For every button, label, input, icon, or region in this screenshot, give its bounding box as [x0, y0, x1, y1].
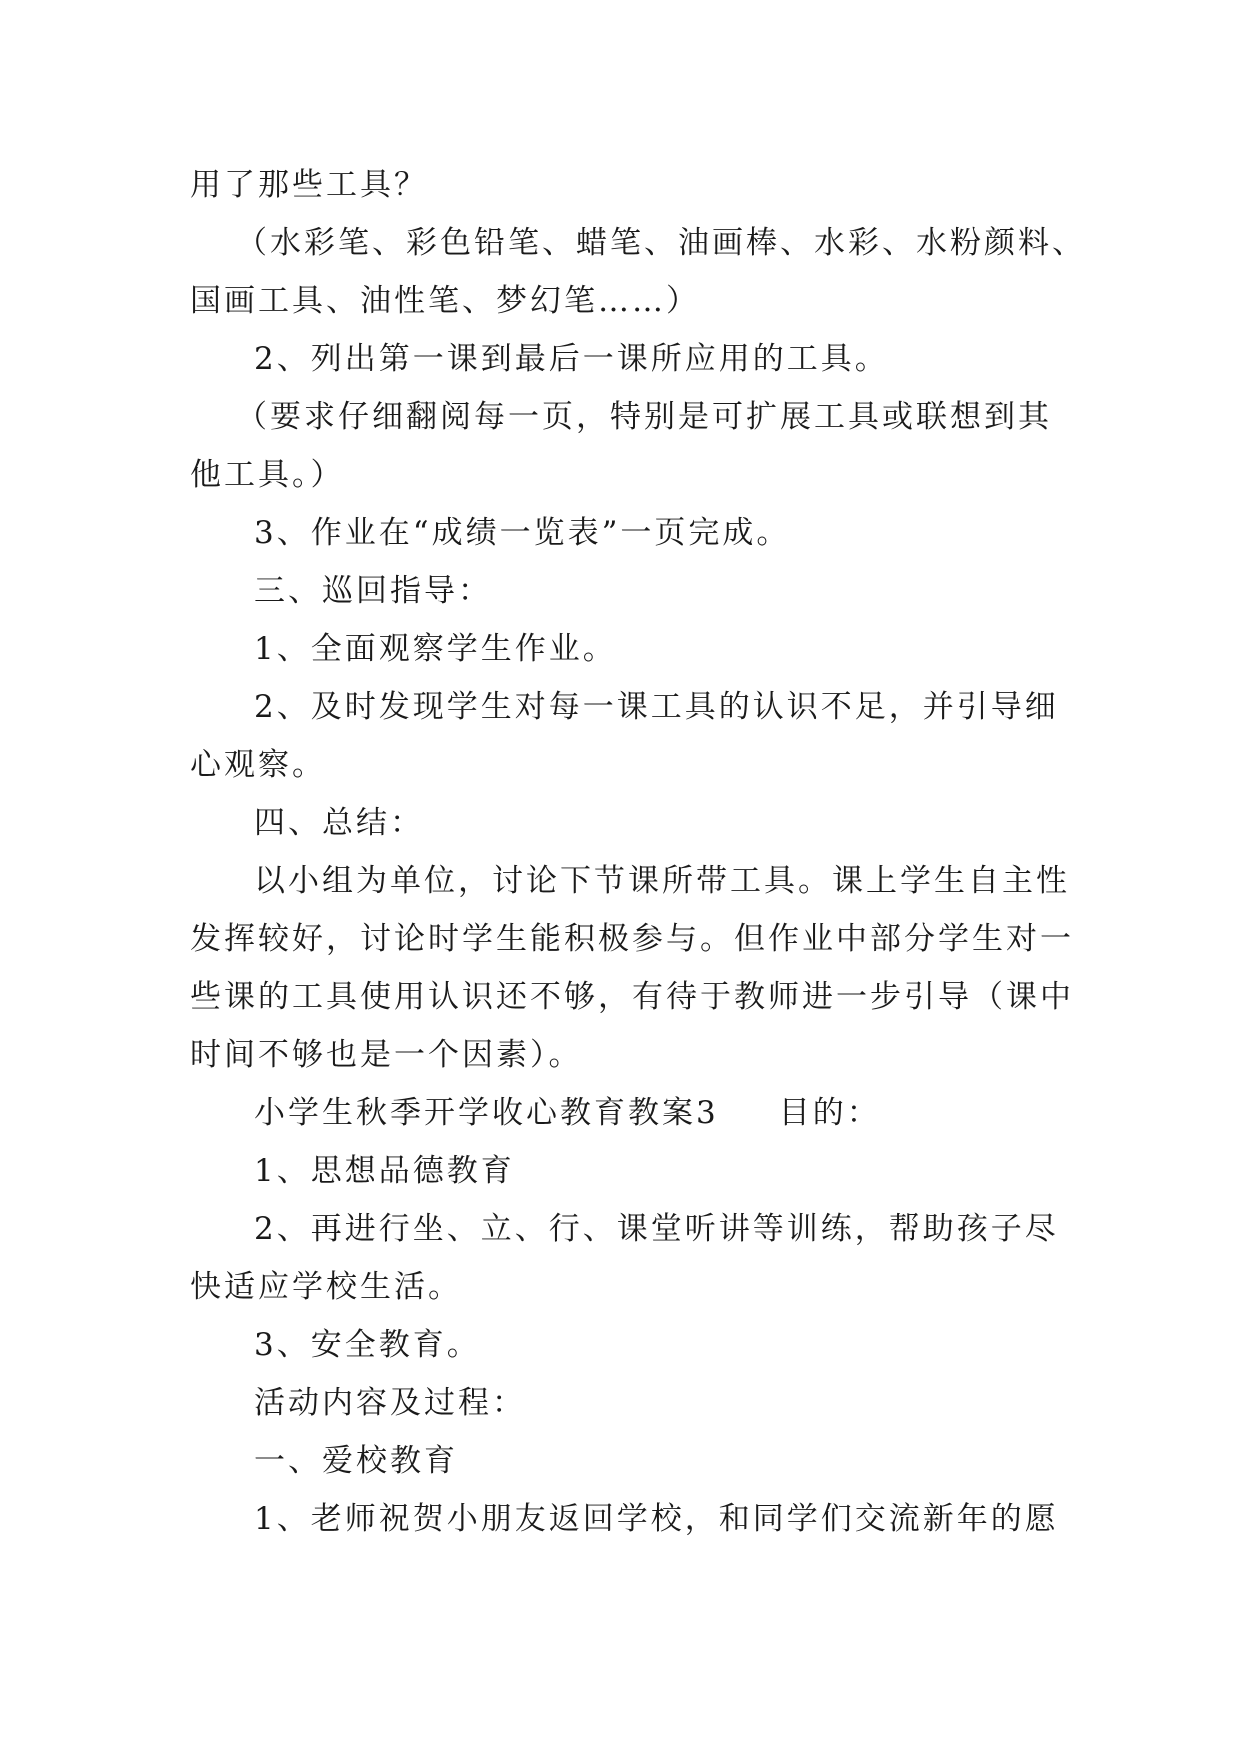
text-line: 1、老师祝贺小朋友返回学校，和同学们交流新年的愿 [254, 1501, 1059, 1537]
text-line: （要求仔细翻阅每一页，特别是可扩展工具或联想到其 [236, 399, 1052, 435]
section-heading: 活动内容及过程： [254, 1385, 526, 1421]
text-line: 2、及时发现学生对每一课工具的认识不足，并引导细 [254, 689, 1059, 725]
text-line: 些课的工具使用认识还不够，有待于教师进一步引导（课中 [190, 979, 1074, 1015]
text-line: 以小组为单位，讨论下节课所带工具。课上学生自主性 [254, 863, 1070, 899]
text-line: 1、全面观察学生作业。 [254, 631, 617, 667]
text-line: 他工具。） [190, 457, 345, 493]
text-line: 快适应学校生活。 [190, 1269, 462, 1305]
text-line: 时间不够也是一个因素）。 [190, 1037, 583, 1073]
text-line: 用了那些工具？ [190, 167, 428, 203]
section-heading: 一、爱校教育 [254, 1443, 458, 1479]
section-heading: 三、巡回指导： [254, 573, 492, 609]
text-line: 3、作业在“成绩一览表”一页完成。 [254, 515, 791, 551]
text-line: 心观察。 [190, 747, 326, 783]
text-line: 3、安全教育。 [254, 1327, 481, 1363]
document-body [190, 156, 1086, 1548]
text-line: 2、列出第一课到最后一课所应用的工具。 [254, 341, 889, 377]
lesson-title: 小学生秋季开学收心教育教案3 [254, 1095, 719, 1131]
text-line: 国画工具、油性笔、梦幻笔……） [190, 283, 700, 319]
objective-label: 目的： [778, 1095, 881, 1131]
text-line: 发挥较好，讨论时学生能积极参与。但作业中部分学生对一 [190, 921, 1074, 957]
text-line: 2、再进行坐、立、行、课堂听讲等训练，帮助孩子尽 [254, 1211, 1059, 1247]
text-line: （水彩笔、彩色铅笔、蜡笔、油画棒、水彩、水粉颜料、 [236, 225, 1086, 261]
text-line: 1、思想品德教育 [254, 1153, 515, 1189]
title-line [190, 1084, 1060, 1142]
section-heading: 四、总结： [254, 805, 424, 841]
